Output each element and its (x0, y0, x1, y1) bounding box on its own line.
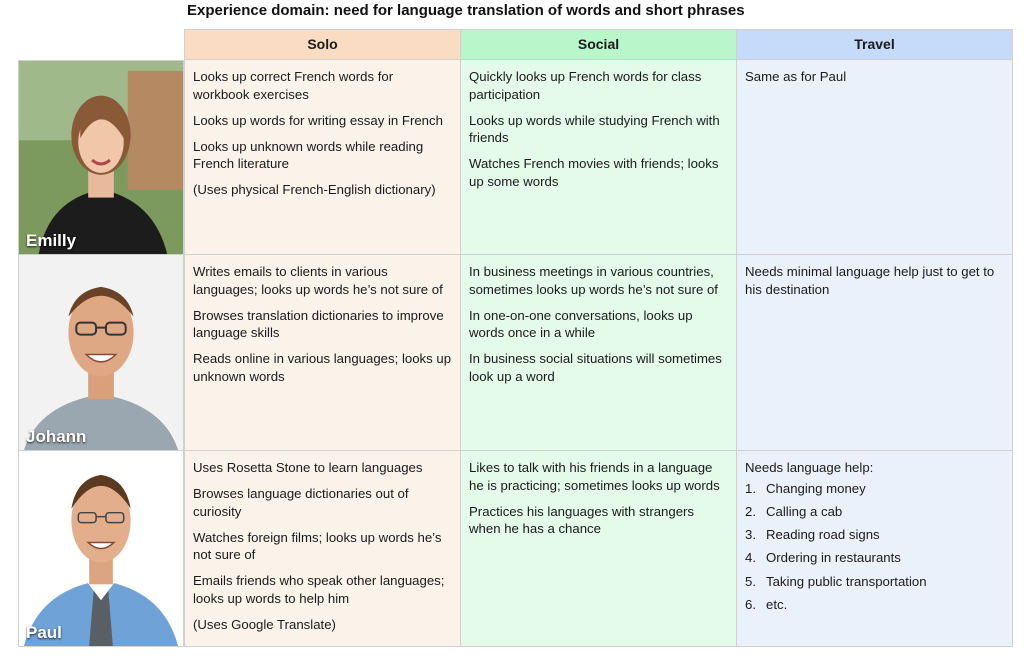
travel-intro: Needs language help: (745, 460, 874, 475)
paul-social-cell (461, 451, 737, 647)
list-item (745, 573, 1004, 591)
list-item: In business social situations will sometimes look up a word (469, 351, 722, 384)
man-portrait-image (19, 255, 183, 450)
list-number: 1. (745, 480, 756, 496)
johann-solo-cell (184, 255, 461, 451)
page-title: Experience domain: need for language translation of words and short phrases (187, 2, 745, 19)
persona-name: Johann (26, 426, 87, 446)
header-blank-cell (18, 29, 184, 60)
list-item (745, 503, 1004, 521)
emilly-travel-cell (737, 60, 1013, 255)
list-number: 6. (745, 596, 756, 612)
list-item: Writes emails to clients in various languages; looks up words he’s not sure of (193, 264, 443, 297)
list-item: Looks up correct French words for workbook exercises (193, 69, 394, 102)
johann-travel-cell (737, 255, 1013, 451)
persona-name: Emilly (26, 230, 77, 250)
column-header-social: Social (461, 29, 737, 60)
list-text: Taking public transportation (766, 573, 927, 589)
list-item: (Uses Google Translate) (193, 616, 336, 632)
column-header-solo: Solo (184, 29, 461, 60)
list-item: Emails friends who speak other languages; looks up words to help him (193, 573, 445, 606)
persona-photo-johann (18, 255, 184, 451)
list-item: Practices his languages with strangers when he has a chance (469, 503, 695, 536)
list-item: Watches foreign films; looks up words he’s not sure of (193, 529, 442, 562)
list-text: Ordering in restaurants (766, 550, 901, 566)
list-number: 2. (745, 503, 756, 519)
paul-travel-cell (737, 451, 1013, 647)
list-text: etc. (766, 596, 788, 612)
list-item: Reads online in various languages; looks up unknown words (193, 351, 452, 384)
list-item (745, 526, 1004, 544)
travel-needs-list (745, 480, 1004, 614)
list-item (745, 549, 1004, 567)
list-item (745, 480, 1004, 498)
list-item: Browses translation dictionaries to improve language skills (193, 307, 444, 340)
experience-table (18, 29, 1013, 647)
column-header-travel: Travel (737, 29, 1013, 60)
man-in-tie-portrait-image (19, 451, 183, 646)
emilly-solo-cell (184, 60, 461, 255)
list-item: Same as for Paul (745, 69, 847, 84)
persona-photo-emilly (18, 60, 184, 255)
persona-photo-paul (18, 451, 184, 647)
list-number: 3. (745, 527, 756, 543)
list-text: Reading road signs (766, 527, 880, 543)
list-number: 4. (745, 550, 756, 566)
list-item (745, 596, 1004, 614)
list-text: Calling a cab (766, 503, 843, 519)
list-item: Needs minimal language help just to get to his destination (745, 264, 995, 297)
list-item: Uses Rosetta Stone to learn languages (193, 460, 423, 475)
list-item: Looks up words while studying French with friends (469, 112, 720, 145)
list-item: (Uses physical French-English dictionary) (193, 182, 436, 197)
list-item: Quickly looks up French words for class participation (469, 69, 702, 102)
woman-portrait-image (19, 61, 183, 254)
list-number: 5. (745, 573, 756, 589)
johann-social-cell (461, 255, 737, 451)
persona-name: Paul (26, 622, 62, 642)
list-item: In one-on-one conversations, looks up words once in a while (469, 307, 693, 340)
list-item: Likes to talk with his friends in a language he is practicing; sometimes looks up words (469, 460, 720, 493)
paul-solo-cell (184, 451, 461, 647)
list-item: In business meetings in various countries, sometimes looks up words he’s not sure of (469, 264, 718, 297)
list-item: Watches French movies with friends; looks up some words (469, 156, 719, 189)
list-text: Changing money (766, 480, 866, 496)
list-item: Looks up unknown words while reading French literature (193, 138, 424, 171)
list-item: Browses language dictionaries out of curiosity (193, 486, 409, 519)
emilly-social-cell (461, 60, 737, 255)
list-item: Looks up words for writing essay in French (193, 112, 443, 128)
